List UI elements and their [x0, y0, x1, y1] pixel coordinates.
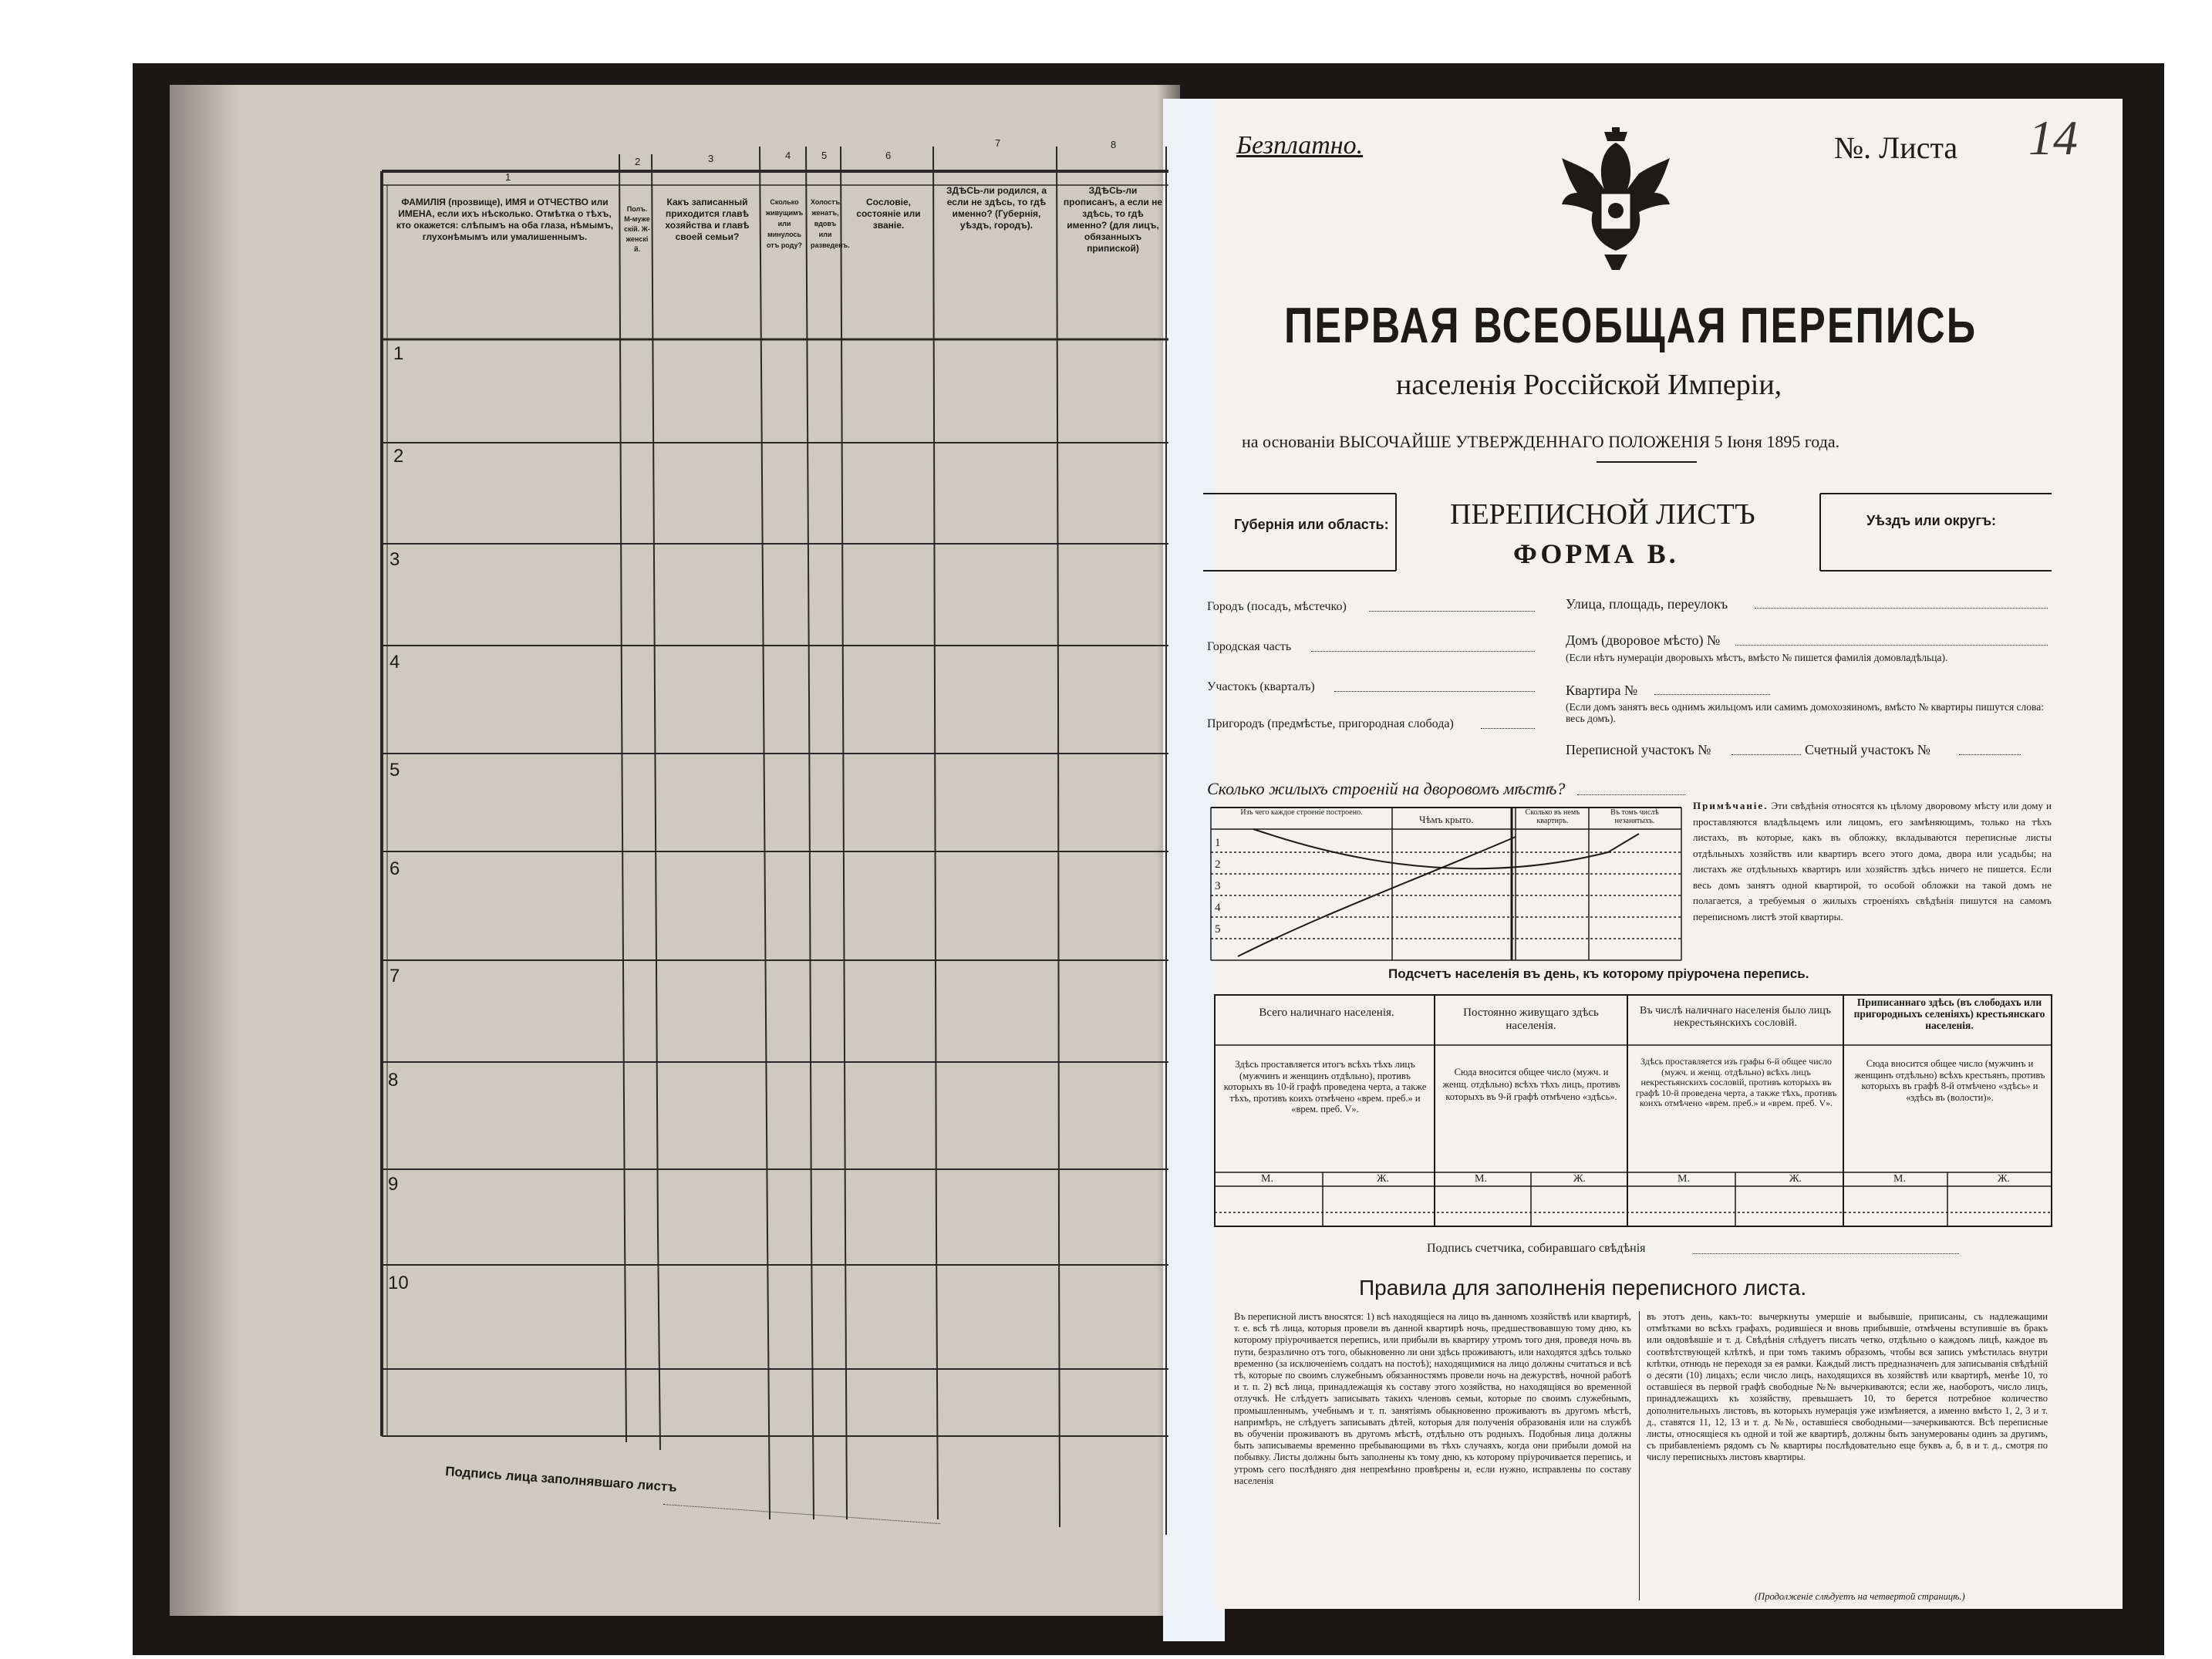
- note-text: Эти свѣдѣнія относятся къ цѣлому дворовому мѣсту или дому и проставляются владѣльцемъ или лицомъ, его замѣняющимъ, только на тѣхъ листахъ, въ которые, какъ въ обложку, вкладываются переписные листы отдѣльныхъ хозяйствъ или квартиръ всего этого дома, двора или усадьбы; на листахъ же отдѣльныхъ квартиръ или хозяйствъ здѣсь ничего не пишется. Если весь домъ занятъ одной квартирой, то особой обложки на такой домъ не полагается, а требуемыя о жилыхъ строеніяхъ свѣдѣнія пишутся на самомъ переписномъ листѣ этой квартиры.: [1693, 800, 2052, 922]
- imperial-eagle-icon: [1558, 127, 1674, 270]
- tally-male-label: М.: [1475, 1173, 1487, 1185]
- row-number: 1: [393, 343, 404, 364]
- counter-signature-label: Подпись счетчика, собиравшаго свѣдѣнія: [1427, 1242, 1646, 1255]
- house-label: Домъ (дворовое мѣсто) №: [1566, 632, 1721, 648]
- column-header-estate: Сословіе, состояніе или званіе.: [856, 197, 921, 231]
- buildings-row-number: 5: [1215, 923, 1221, 936]
- row-number: 6: [389, 858, 400, 879]
- buildings-row-number: 4: [1215, 902, 1221, 914]
- form-title: ПЕРЕПИСНОЙ ЛИСТЪ: [1450, 498, 1755, 531]
- tally-title: Подсчетъ населенія въ день, къ которому пріурочена перепись.: [1388, 966, 1809, 981]
- census-district-label: Переписной участокъ №: [1566, 742, 1711, 757]
- rules-column-divider: [1639, 1311, 1640, 1600]
- address-city-line: [1369, 611, 1535, 612]
- street-label: Улица, площадь, переулокъ: [1566, 596, 1728, 612]
- column-number: 5: [821, 150, 828, 161]
- buildings-header-roof: Чѣмъ крыто.: [1419, 814, 1474, 825]
- census-basis: на основаніи ВЫСОЧАЙШЕ УТВЕРЖДЕННАГО ПОЛОЖЕНІЯ 5 Іюня 1895 года.: [1242, 432, 1840, 451]
- address-suburb-line: [1481, 728, 1535, 729]
- note-title: Примѣчаніе.: [1693, 800, 1769, 811]
- buildings-header-apartments: Сколько въ немъ квартиръ.: [1525, 808, 1580, 825]
- tally-female-label: Ж.: [1998, 1173, 2011, 1185]
- column-number: 2: [635, 156, 641, 167]
- tally-female-label: Ж.: [1789, 1173, 1802, 1185]
- counting-district-line: [1959, 754, 2021, 755]
- buildings-answer-line: [1577, 794, 1685, 795]
- row-number: 8: [388, 1070, 399, 1091]
- census-main-title: ПЕРВАЯ ВСЕОБЩАЯ ПЕРЕПИСЬ: [1284, 298, 1978, 354]
- address-district-line: [1334, 691, 1535, 692]
- column-number: 8: [1111, 139, 1117, 150]
- house-note: (Если нѣтъ нумераціи дворовыхъ мѣстъ, вмѣсто № пишется фамилія домовладѣльца).: [1566, 652, 1948, 663]
- address-district: Участокъ (кварталъ): [1207, 680, 1315, 693]
- row-number: 5: [389, 760, 400, 781]
- gubernia-label: Губернія или область:: [1234, 517, 1389, 532]
- buildings-header-vacant: Въ томъ числѣ незанятыхъ.: [1610, 808, 1659, 825]
- tally-male-label: М.: [1261, 1173, 1273, 1185]
- row-number: 9: [388, 1174, 399, 1195]
- uezd-label: Уѣздъ или округъ:: [1866, 513, 1997, 528]
- tally-header-permanent: Постоянно живущаго здѣсь населенія.: [1463, 1007, 1599, 1032]
- rules-right-column: въ этотъ день, какъ-то: вычеркнуты умершіе и выбывшіе, приписаны, съ надлежащими отмѣтками во всѣхъ графахъ, родившіеся и вновь прибывшіе, отмѣчены вступившіе въ бракъ или овдовѣвшіе и т. д. Свѣдѣнія слѣдуетъ писать четко, отдѣльно о каждомъ лицѣ, каждое въ соотвѣтствующей клѣткѣ, и при томъ такимъ образомъ, чтобы вся запись умѣстилась внутри клѣтки, отнюдь не переходя за ея рамки. Каждый листъ предназначенъ для записыванія свѣдѣній о десяти (10) лицахъ; если число лицъ, находящихся въ хозяйствѣ или квартирѣ, менѣе 10, то оставшіеся въ первой графѣ свободные №№ вычеркиваются; если же, наоборотъ, число лицъ, принадлежащихъ къ хозяйству, превышаетъ 10, то берется потребное количество дополнительныхъ листовъ, въ которыхъ нумерація уже измѣняется, а именно вмѣсто 1, 2, 3 и т. д., ставятся 11, 12, 13 и т. д. №№, оставшіеся свободными—зачеркиваются. Всѣ переписные листы, относящіеся къ одной и той же квартирѣ, должны быть занумерованы одинъ за другимъ, съ прибавленіемъ рядомъ съ № квартиры послѣдовательно еще буквъ а, б, в и т. д., смотря по числу переписныхъ листовъ квартиры.: [1647, 1311, 2048, 1463]
- counter-signature-line: [1693, 1253, 1959, 1254]
- buildings-header-material: Изъ чего каждое строеніе построено.: [1240, 808, 1363, 817]
- column-header-registration: ЗДѢСЬ-ли прописанъ, а если не здѣсь, то гдѣ именно? (для лицъ, обязанныхъ припиской): [1063, 185, 1163, 254]
- tally-male-label: М.: [1893, 1173, 1906, 1185]
- tally-female-label: Ж.: [1573, 1173, 1587, 1185]
- title-rule: [1597, 461, 1697, 463]
- tally-desc-non-peasant: Здѣсь проставляется изъ графы 6-й общее число (мужч. и женщ. отдѣльно) всѣхъ лицъ некрестьянскихъ сословій, противъ которыхъ въ графѣ 10-й проведена черта, а также тѣхъ, противъ коихъ отмѣчено «врем. преб.» и «врем. преб. V».: [1635, 1056, 1837, 1108]
- apartment-note: (Если домъ занятъ весь однимъ жильцомъ или самимъ домохозяиномъ, вмѣсто № квартиры пишутся слова: весь домъ).: [1566, 701, 2044, 724]
- apartment-label: Квартира №: [1566, 683, 1638, 698]
- house-line: [1735, 645, 2048, 646]
- form-name: ФОРМА В.: [1513, 538, 1679, 569]
- rules-title: Правила для заполненія переписного листа.: [1359, 1276, 1807, 1300]
- tally-header-non-peasant: Въ числѣ наличнаго населенія было лицъ некрестьянскихъ сословій.: [1640, 1005, 1831, 1029]
- tally-male-label: М.: [1678, 1173, 1690, 1185]
- row-number: 4: [389, 652, 400, 673]
- left-signature-label: Подпись лица заполнявшаго листъ: [444, 1464, 678, 1495]
- free-label: Безплатно.: [1236, 131, 1364, 160]
- tally-desc-peasant: Сюда вносится общее число (мужчинъ и женщинъ отдѣльно) всѣхъ крестьянъ, противъ которыхъ въ графѣ 8-й отмѣчено «здѣсь» и «здѣсь въ (волости)».: [1854, 1058, 2045, 1103]
- tally-header-peasant: Приписаннаго здѣсь (въ слободахъ или пригородныхъ селеніяхъ) крестьянскаго населенія.: [1853, 996, 2045, 1031]
- column-number: 3: [708, 153, 714, 164]
- row-number: 3: [389, 549, 400, 570]
- row-number: 7: [389, 966, 400, 986]
- row-number: 10: [388, 1273, 409, 1293]
- buildings-row-number: 2: [1215, 858, 1221, 871]
- buildings-row-number: 1: [1215, 837, 1221, 849]
- column-header-birthplace: ЗДѢСЬ-ли родился, а если не здѣсь, то гдѣ именно? (Губернія, уѣздъ, городъ).: [946, 185, 1047, 231]
- buildings-row-number: 3: [1215, 880, 1221, 892]
- tally-desc-permanent: Сюда вносится общее число (мужч. и женщ. отдѣльно) всѣхъ тѣхъ лицъ, противъ которыхъ въ 9-й графѣ отмѣчено «здѣсь».: [1442, 1067, 1620, 1102]
- column-header-sex: Полъ. М-мужескій. Ж-женскій.: [624, 205, 650, 253]
- column-number: 7: [995, 137, 1001, 149]
- census-subtitle: населенія Россійской Имперіи,: [1396, 369, 1782, 401]
- column-header-relation: Какъ записанный приходится главѣ хозяйства и главѣ своей семьи?: [665, 197, 750, 242]
- rules-left-column: Въ переписной листъ вносятся: 1) всѣ находящіеся на лицо въ данномъ хозяйствѣ или квартирѣ, т. е. всѣ тѣ лица, которыя провели въ данной квартирѣ ночь, предшествовавшую тому дню, къ которому пріурочивается перепись, или прибыли въ квартиру утромъ того дня, проведя ночь въ пути, безразлично отъ того, обыкновенно ли они здѣсь проживаютъ, или находятся здѣсь только временно (за исключеніемъ солдатъ на постоѣ); находящимися на лицо должны считаться и всѣ тѣ, которые по своимъ служебнымъ обязанностямъ провели ночь на дежурствѣ, ночной работѣ и т. п. 2) всѣ лица, принадлежащія къ составу этого хозяйства, но находящіяся во временной отлучкѣ. Не слѣдуетъ записывать такихъ членовъ семьи, которые по своимъ служебнымъ, промышленнымъ, учебнымъ и т. п. занятіямъ обыкновенно проживаютъ въ другомъ мѣстѣ, напримѣръ, не слѣдуетъ записывать дѣтей, которыя для полученія образованія или на службѣ въ обученіи проживаютъ въ другомъ мѣстѣ, отдѣльно отъ родныхъ. Подобныя лица должны быть записываемы временно пребывающими въ тѣхъ случаяхъ, когда они прибыли домой на побывку. Листы должны быть заполнены къ тому дню, къ которому пріурочивается перепись, и утромъ сего послѣдняго дня непремѣнно провѣрены и, если нужно, исправлены по составу населенія: [1234, 1311, 1631, 1486]
- tally-header-total: Всего наличнаго населенія.: [1259, 1007, 1394, 1019]
- address-city-part: Городская часть: [1207, 640, 1292, 653]
- column-number: 4: [785, 150, 791, 161]
- address-city: Городъ (посадъ, мѣстечко): [1207, 600, 1347, 613]
- tally-female-label: Ж.: [1377, 1173, 1390, 1185]
- tally-desc-total: Здѣсь проставляется итогъ всѣхъ тѣхъ лицъ (мужчинъ и женщинъ отдѣльно), противъ которыхъ въ 10-й графѣ проведена черта, а также тѣхъ, противъ коихъ отмѣчено «врем. преб.» и «врем. преб. V».: [1223, 1059, 1427, 1114]
- address-suburb: Пригородъ (предмѣстье, пригородная слобода): [1207, 717, 1454, 730]
- rules-continued: (Продолженіе слѣдуетъ на четвертой страницѣ.): [1755, 1591, 1965, 1602]
- column-number: 6: [885, 150, 892, 161]
- census-district-line: [1731, 754, 1801, 755]
- column-header-age: Сколько живущимъ или минулось отъ роду?: [765, 198, 804, 249]
- column-header-name: ФАМИЛІЯ (прозвище), ИМЯ и ОТЧЕСТВО или ИМЕНА, если ихъ нѣсколько. Отмѣтка о тѣхъ, кто окажется: слѣпымъ на оба глаза, нѣмымъ, глухонѣмымъ или умалишеннымъ.: [396, 197, 614, 242]
- sheet-number-label: №. Листа: [1834, 130, 1958, 165]
- column-header-marital: Холостъ, женатъ, вдовъ или разведенъ.: [811, 198, 850, 249]
- row-number: 2: [393, 446, 404, 467]
- address-city-part-line: [1311, 651, 1535, 652]
- street-line: [1755, 608, 2048, 609]
- counting-district-label: Счетный участокъ №: [1805, 742, 1930, 757]
- apartment-line: [1654, 694, 1770, 695]
- buildings-note: [1693, 798, 2052, 925]
- column-number: 1: [505, 171, 511, 183]
- sheet-number-value: 14: [2028, 110, 2078, 165]
- buildings-question: Сколько жилыхъ строеній на дворовомъ мѣстѣ?: [1207, 779, 1566, 798]
- buildings-table-grid: [1207, 806, 1685, 972]
